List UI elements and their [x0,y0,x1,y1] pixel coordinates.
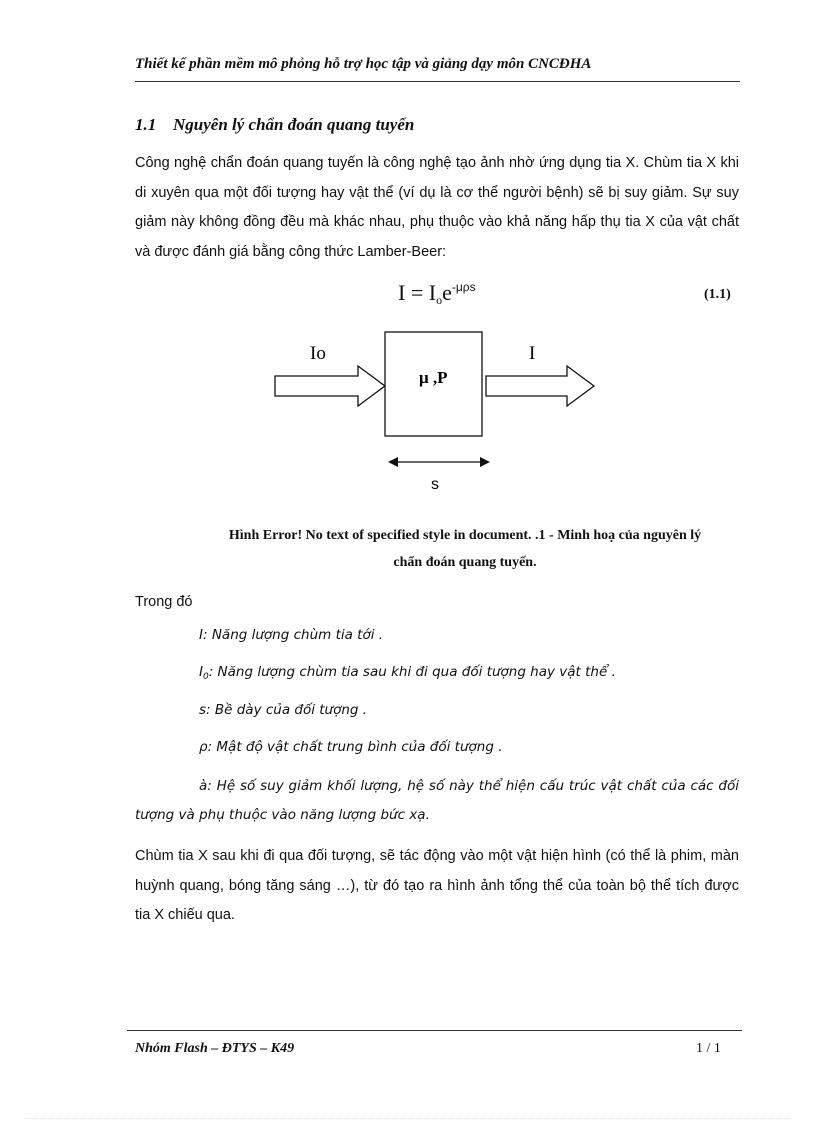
equation-exponent: -μρs [451,280,476,294]
caption-line-2: chẩn đoán quang tuyến. [393,555,537,570]
definition-thickness: s: Bề dày của đối tượng . [199,702,368,718]
definition-text: : Năng lượng chùm tia sau khi đi qua đối tượng hay vật thể . [208,664,616,680]
header-divider [135,81,740,82]
section-number: 1.1 [135,115,157,134]
equation-number: (1.1) [704,287,731,302]
conclusion-paragraph: Chùm tia X sau khi đi qua đối tượng, sẽ tác động vào một vật hiện hình (có thể là phim, màn huỳnh quang, bóng tăng sáng …), từ đó tạo ra hình ảnh tổng thể của toàn bộ thể tích được tia X chiếu qua. [135,848,739,923]
footer-divider [127,1030,742,1031]
attenuation-diagram [270,330,600,500]
label-outgoing-intensity: I [529,343,536,364]
footer-author: Nhóm Flash – ĐTYS – K49 [135,1041,295,1056]
incoming-arrow [275,366,385,406]
label-thickness: s [431,476,439,493]
definition-incident-energy: I: Năng lượng chùm tia tới . [199,627,384,643]
equation-equals: = [410,280,424,305]
label-box-coefficients: μ ,P [419,368,448,387]
equation-exp-base: e [442,280,452,305]
label-incoming-intensity: Io [310,343,326,364]
running-header: Thiết kế phần mềm mô phỏng hỗ trợ học tập và giảng dạy môn CNCĐHA [135,56,592,72]
where-label: Trong đó [135,594,193,610]
page-bottom-edge [25,1118,791,1119]
diagram-svg [270,330,600,495]
thickness-arrowhead-right [480,457,490,467]
thickness-arrowhead-left [388,457,398,467]
section-heading [135,115,414,135]
definition-attenuation-coefficient: à: Hệ số suy giảm khối lượng, hệ số này thể hiện cấu trúc vật chất của các đối tượng và phụ thuộc vào năng lượng bức xạ. [135,778,739,823]
equation-lhs: I [398,280,406,305]
definition-density: ρ: Mật độ vật chất trung bình của đối tượng . [199,739,503,755]
definition-symbol-subscript: 0 [202,672,209,682]
lambert-beer-equation [398,280,476,308]
equation-base: I [428,280,437,305]
figure-caption [165,522,765,576]
footer-page-number: 1 / 1 [696,1041,721,1056]
section-title: Nguyên lý chẩn đoán quang tuyến [173,115,415,134]
outgoing-arrow [486,366,594,406]
equation-base-subscript: o [436,293,443,307]
definition-transmitted-energy [199,664,616,682]
intro-paragraph: Công nghệ chẩn đoán quang tuyến là công nghệ tạo ảnh nhờ ứng dụng tia X. Chùm tia X khi di xuyên qua một đối tượng hay vật thể (ví dụ là cơ thể người bệnh) sẽ bị suy giảm. Sự suy giảm này không đồng đều mà khác nhau, phụ thuộc vào khả năng hấp thụ tia X của vật chất và được đánh giá bằng công thức Lamber-Beer: [135,155,739,260]
caption-line-1: Hình Error! No text of specified style in document. .1 - Minh hoạ của nguyên lý [228,528,702,543]
definition-symbol: I [199,664,203,680]
